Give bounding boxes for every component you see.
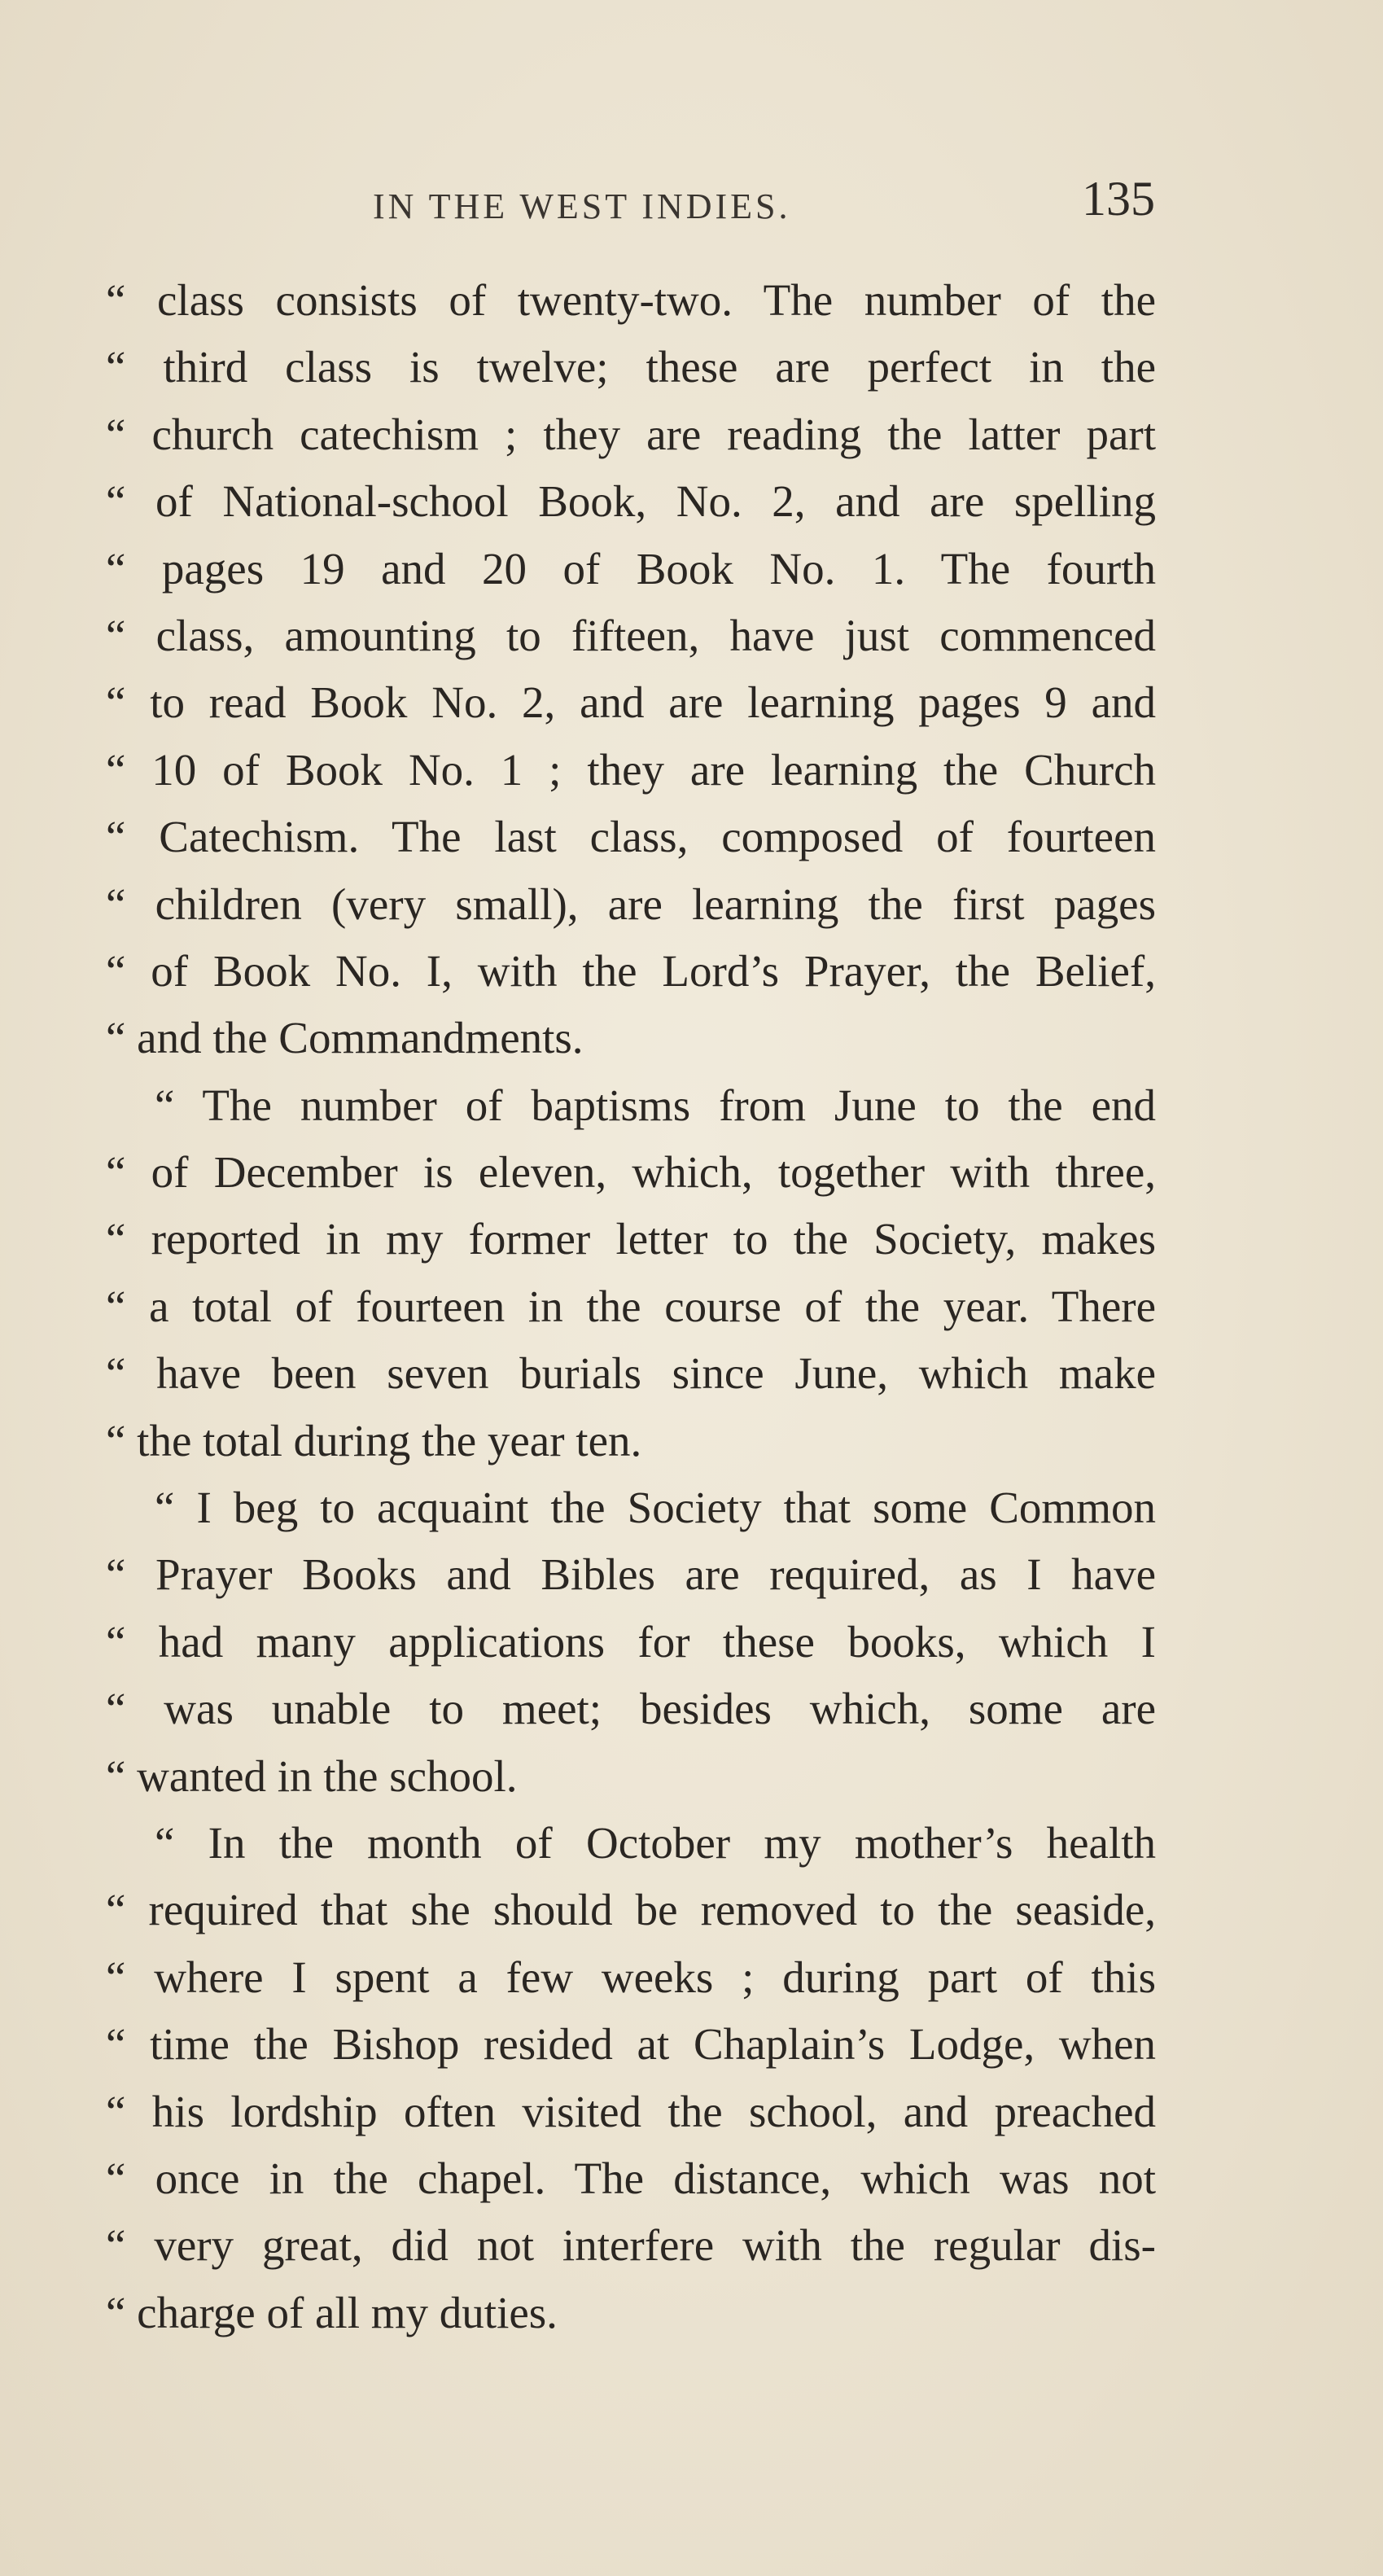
text-line: “ children (very small), are learning the first pages — [106, 878, 1156, 929]
text-line: “ 10 of Book No. 1 ; they are learning the Church — [106, 744, 1156, 795]
text-line: “ had many applications for these books, which I — [106, 1616, 1156, 1667]
text-line: “ and the Commandments. — [106, 1013, 584, 1063]
body-text — [106, 267, 1156, 2346]
text-line: “ of December is eleven, which, together with three, — [106, 1147, 1156, 1198]
page-number: 135 — [1082, 172, 1155, 226]
text-line: “ the total during the year ten. — [106, 1415, 642, 1465]
text-line: “ class consists of twenty-two. The number of the — [106, 275, 1156, 325]
text-line: “ wanted in the school. — [106, 1750, 518, 1801]
text-line: “ required that she should be removed to the seaside, — [106, 1885, 1156, 1935]
text-line: “ Catechism. The last class, composed of fourteen — [106, 812, 1156, 862]
text-line: “ church catechism ; they are reading the latter part — [106, 409, 1156, 459]
text-line: “ once in the chapel. The distance, which was not — [106, 2153, 1156, 2203]
running-head: IN THE WEST INDIES. — [373, 186, 791, 226]
text-line: “ Prayer Books and Bibles are required, as I have — [106, 1549, 1156, 1600]
text-line: “ third class is twelve; these are perfect in the — [106, 342, 1156, 392]
page-header — [0, 171, 1383, 244]
text-line: “ In the month of October my mother’s health — [155, 1817, 1156, 1868]
text-line: “ where I spent a few weeks ; during part of this — [106, 1952, 1156, 2002]
text-line: “ time the Bishop resided at Chaplain’s Lodge, when — [106, 2019, 1156, 2070]
text-line: “ class, amounting to fifteen, have just commenced — [106, 610, 1156, 660]
text-line: “ his lordship often visited the school, and preached — [106, 2086, 1156, 2136]
text-line: “ very great, did not interfere with the regular dis- — [106, 2220, 1156, 2271]
text-line: “ have been seven burials since June, which make — [106, 1348, 1156, 1399]
text-line: “ The number of baptisms from June to the end — [155, 1080, 1156, 1130]
text-line: “ reported in my former letter to the Society, makes — [106, 1214, 1156, 1264]
text-line: “ was unable to meet; besides which, some are — [106, 1684, 1156, 1734]
text-line: “ to read Book No. 2, and are learning pages 9 and — [106, 677, 1156, 728]
text-line: “ I beg to acquaint the Society that some Common — [155, 1483, 1156, 1533]
text-line: “ of National-school Book, No. 2, and are spelling — [106, 476, 1156, 527]
text-line: “ pages 19 and 20 of Book No. 1. The fourth — [106, 543, 1156, 594]
text-line: “ of Book No. I, with the Lord’s Prayer, the Belief, — [106, 945, 1156, 996]
text-line: “ a total of fourteen in the course of the year. There — [106, 1281, 1156, 1331]
text-line: “ charge of all my duties. — [106, 2287, 558, 2337]
